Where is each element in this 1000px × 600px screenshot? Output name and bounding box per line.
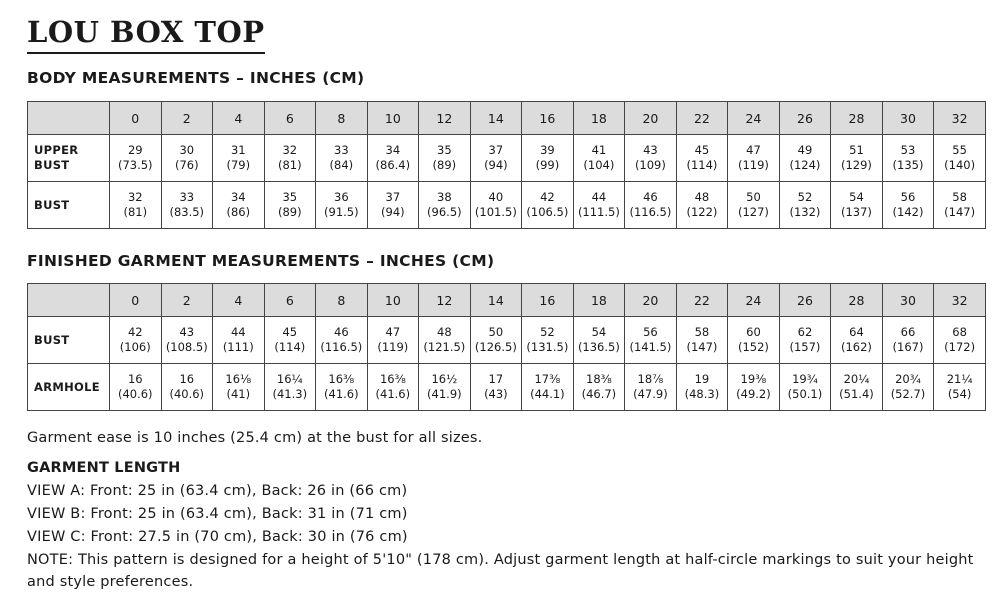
- cm-value: (50.1): [787, 387, 823, 401]
- inches-value: 29: [127, 143, 143, 157]
- cm-value: (41.6): [324, 387, 359, 401]
- inches-value: 41: [591, 143, 607, 157]
- measurement-cell: [470, 182, 522, 229]
- measurement-cell: [934, 135, 986, 182]
- inches-value: 56: [643, 325, 658, 339]
- size-header-cell: 16: [522, 284, 574, 317]
- measurement-cell: [213, 317, 265, 364]
- inches-value: 21¼: [946, 372, 973, 386]
- measurement-row: [28, 182, 986, 229]
- measurement-cell: [676, 182, 728, 229]
- row-label: BUST: [28, 182, 110, 229]
- cm-value: (86): [226, 205, 251, 219]
- measurement-cell: [522, 135, 574, 182]
- size-header-cell: 24: [728, 284, 780, 317]
- cm-value: (142): [892, 205, 924, 219]
- cm-value: (81): [123, 205, 148, 219]
- height-note: NOTE: This pattern is designed for a height of 5'10" (178 cm). Adjust garment length at half-circle markings to suit your height and style preferences.: [27, 552, 974, 590]
- inches-value: 17: [488, 372, 504, 386]
- inches-value: 18⅞: [637, 372, 664, 386]
- size-header-cell: 0: [110, 102, 162, 135]
- size-header-cell: 32: [934, 102, 986, 135]
- measurement-cell: [367, 317, 419, 364]
- inches-value: 19⅜: [740, 372, 767, 386]
- body-measurements-title: BODY MEASUREMENTS – INCHES (CM): [27, 69, 365, 87]
- measurement-cell: [316, 182, 368, 229]
- cm-value: (124): [789, 158, 821, 172]
- cm-value: (114): [686, 158, 718, 172]
- measurement-cell: [934, 364, 986, 411]
- cm-value: (106): [119, 340, 151, 354]
- cm-value: (111.5): [577, 205, 620, 219]
- size-header-cell: 30: [882, 102, 934, 135]
- garment-measurements-table: [27, 283, 986, 411]
- inches-value: 42: [127, 325, 143, 339]
- cm-value: (152): [737, 340, 769, 354]
- measurement-cell: [882, 317, 934, 364]
- inches-value: 68: [952, 325, 967, 339]
- measurement-cell: [831, 182, 883, 229]
- header-corner-cell: [28, 284, 110, 317]
- page-title: LOU BOX TOP: [27, 14, 265, 54]
- measurement-cell: [676, 317, 728, 364]
- measurement-row: [28, 135, 986, 182]
- measurement-cell: [264, 317, 316, 364]
- measurement-cell: [934, 317, 986, 364]
- cm-value: (48.3): [684, 387, 720, 401]
- header-corner-cell: [28, 102, 110, 135]
- view-b-length: VIEW B: Front: 25 in (63.4 cm), Back: 31 in (71 cm): [27, 506, 408, 522]
- size-header-cell: 12: [419, 102, 471, 135]
- inches-value: 39: [540, 143, 555, 157]
- inches-value: 43: [179, 325, 195, 339]
- measurement-cell: [367, 364, 419, 411]
- size-header-cell: 18: [573, 102, 625, 135]
- measurement-cell: [470, 135, 522, 182]
- size-header-cell: 18: [573, 284, 625, 317]
- inches-value: 35: [282, 190, 298, 204]
- measurement-cell: [573, 364, 625, 411]
- cm-value: (109): [634, 158, 666, 172]
- cm-value: (49.2): [736, 387, 771, 401]
- measurement-cell: [882, 182, 934, 229]
- size-header-cell: 20: [625, 102, 677, 135]
- size-header-cell: 12: [419, 284, 471, 317]
- size-header-cell: 14: [470, 102, 522, 135]
- cm-value: (126.5): [474, 340, 517, 354]
- size-header-cell: 26: [779, 102, 831, 135]
- inches-value: 16⅜: [379, 372, 406, 386]
- size-header-cell: 8: [316, 102, 368, 135]
- cm-value: (116.5): [629, 205, 672, 219]
- cm-value: (51.4): [839, 387, 874, 401]
- row-label: BUST: [28, 317, 110, 364]
- size-header-cell: 16: [522, 102, 574, 135]
- cm-value: (119): [377, 340, 409, 354]
- size-header-row: [28, 284, 986, 317]
- inches-value: 44: [230, 325, 246, 339]
- inches-value: 16⅛: [225, 372, 252, 386]
- measurement-cell: [625, 182, 677, 229]
- measurement-cell: [676, 364, 728, 411]
- measurement-cell: [779, 135, 831, 182]
- size-header-cell: 28: [831, 284, 883, 317]
- cm-value: (52.7): [890, 387, 926, 401]
- body-measurements-table: [27, 101, 986, 229]
- inches-value: 47: [746, 143, 761, 157]
- measurement-cell: [213, 182, 265, 229]
- inches-value: 55: [952, 143, 967, 157]
- size-header-cell: 30: [882, 284, 934, 317]
- measurement-cell: [625, 364, 677, 411]
- measurement-cell: [367, 182, 419, 229]
- inches-value: 34: [385, 143, 401, 157]
- cm-value: (94): [484, 158, 508, 172]
- row-label: ARMHOLE: [28, 364, 110, 411]
- measurement-cell: [367, 135, 419, 182]
- measurement-cell: [419, 135, 471, 182]
- inches-value: 16: [127, 372, 143, 386]
- cm-value: (40.6): [169, 387, 205, 401]
- cm-value: (111): [222, 340, 254, 354]
- inches-value: 54: [849, 190, 864, 204]
- size-header-cell: 10: [367, 102, 419, 135]
- inches-value: 58: [952, 190, 967, 204]
- size-header-cell: 22: [676, 284, 728, 317]
- inches-value: 46: [643, 190, 658, 204]
- size-header-cell: 4: [213, 284, 265, 317]
- cm-value: (119): [737, 158, 769, 172]
- cm-value: (108.5): [165, 340, 208, 354]
- cm-value: (89): [432, 158, 457, 172]
- cm-value: (43): [484, 387, 508, 401]
- cm-value: (73.5): [117, 158, 153, 172]
- inches-value: 19¾: [792, 372, 818, 386]
- view-a-length: VIEW A: Front: 25 in (63.4 cm), Back: 26 in (66 cm): [27, 483, 408, 499]
- size-header-cell: 0: [110, 284, 162, 317]
- measurement-row: [28, 364, 986, 411]
- inches-value: 52: [540, 325, 555, 339]
- cm-value: (41.6): [375, 387, 411, 401]
- measurement-cell: [419, 364, 471, 411]
- size-header-cell: 6: [264, 102, 316, 135]
- cm-value: (127): [737, 205, 769, 219]
- inches-value: 33: [334, 143, 349, 157]
- measurement-cell: [831, 135, 883, 182]
- inches-value: 16: [179, 372, 195, 386]
- measurement-cell: [110, 135, 162, 182]
- cm-value: (116.5): [320, 340, 363, 354]
- cm-value: (54): [947, 387, 972, 401]
- inches-value: 37: [488, 143, 504, 157]
- inches-value: 60: [746, 325, 761, 339]
- inches-value: 54: [591, 325, 607, 339]
- inches-value: 64: [849, 325, 864, 339]
- inches-value: 36: [334, 190, 349, 204]
- cm-value: (167): [892, 340, 924, 354]
- measurement-cell: [882, 364, 934, 411]
- inches-value: 52: [797, 190, 813, 204]
- cm-value: (136.5): [577, 340, 620, 354]
- inches-value: 45: [282, 325, 298, 339]
- measurement-cell: [161, 182, 213, 229]
- measurement-cell: [831, 317, 883, 364]
- measurement-cell: [470, 364, 522, 411]
- measurement-cell: [573, 182, 625, 229]
- size-header-cell: 14: [470, 284, 522, 317]
- cm-value: (114): [274, 340, 306, 354]
- measurement-cell: [779, 317, 831, 364]
- measurement-cell: [522, 317, 574, 364]
- cm-value: (79): [226, 158, 251, 172]
- inches-value: 66: [900, 325, 916, 339]
- cm-value: (104): [583, 158, 615, 172]
- measurement-cell: [779, 182, 831, 229]
- measurement-cell: [831, 364, 883, 411]
- measurement-cell: [264, 135, 316, 182]
- inches-value: 62: [797, 325, 813, 339]
- measurement-cell: [779, 364, 831, 411]
- cm-value: (96.5): [427, 205, 462, 219]
- cm-value: (140): [944, 158, 976, 172]
- size-header-cell: 20: [625, 284, 677, 317]
- measurement-cell: [316, 364, 368, 411]
- cm-value: (172): [944, 340, 976, 354]
- inches-value: 48: [437, 325, 452, 339]
- view-c-length: VIEW C: Front: 27.5 in (70 cm), Back: 30 in (76 cm): [27, 529, 408, 545]
- measurement-cell: [110, 364, 162, 411]
- inches-value: 42: [540, 190, 555, 204]
- inches-value: 16¼: [276, 372, 303, 386]
- cm-value: (129): [841, 158, 872, 172]
- inches-value: 31: [230, 143, 246, 157]
- garment-measurements-title: FINISHED GARMENT MEASUREMENTS – INCHES (CM): [27, 252, 495, 270]
- inches-value: 58: [694, 325, 710, 339]
- cm-value: (121.5): [423, 340, 466, 354]
- row-label: UPPER BUST: [28, 135, 110, 182]
- inches-value: 50: [488, 325, 504, 339]
- measurement-cell: [161, 317, 213, 364]
- cm-value: (84): [329, 158, 354, 172]
- measurement-cell: [161, 135, 213, 182]
- cm-value: (131.5): [526, 340, 569, 354]
- cm-value: (89): [278, 205, 302, 219]
- measurement-cell: [213, 135, 265, 182]
- size-header-cell: 28: [831, 102, 883, 135]
- cm-value: (135): [892, 158, 924, 172]
- size-header-cell: 2: [161, 102, 213, 135]
- cm-value: (44.1): [530, 387, 565, 401]
- cm-value: (122): [686, 205, 718, 219]
- cm-value: (137): [841, 205, 872, 219]
- measurement-cell: [264, 364, 316, 411]
- inches-value: 53: [900, 143, 916, 157]
- size-header-cell: 24: [728, 102, 780, 135]
- size-header-cell: 26: [779, 284, 831, 317]
- cm-value: (141.5): [629, 340, 672, 354]
- inches-value: 20¾: [895, 372, 921, 386]
- garment-length-title: GARMENT LENGTH: [27, 460, 181, 476]
- measurement-cell: [625, 317, 677, 364]
- size-header-cell: 22: [676, 102, 728, 135]
- inches-value: 19: [694, 372, 710, 386]
- cm-value: (132): [789, 205, 821, 219]
- measurement-cell: [573, 135, 625, 182]
- cm-value: (162): [841, 340, 872, 354]
- cm-value: (99): [535, 158, 560, 172]
- ease-note: Garment ease is 10 inches (25.4 cm) at the bust for all sizes.: [27, 430, 483, 446]
- inches-value: 43: [643, 143, 658, 157]
- measurement-cell: [316, 317, 368, 364]
- inches-value: 37: [385, 190, 401, 204]
- inches-value: 32: [127, 190, 143, 204]
- measurement-cell: [728, 364, 780, 411]
- cm-value: (81): [278, 158, 302, 172]
- cm-value: (101.5): [474, 205, 517, 219]
- inches-value: 50: [746, 190, 761, 204]
- measurement-cell: [625, 135, 677, 182]
- measurement-cell: [264, 182, 316, 229]
- size-header-cell: 8: [316, 284, 368, 317]
- measurement-cell: [728, 135, 780, 182]
- measurement-cell: [522, 364, 574, 411]
- inches-value: 40: [488, 190, 504, 204]
- measurement-cell: [728, 317, 780, 364]
- inches-value: 17⅜: [534, 372, 561, 386]
- inches-value: 45: [694, 143, 710, 157]
- cm-value: (46.7): [581, 387, 617, 401]
- measurement-cell: [110, 317, 162, 364]
- measurement-row: [28, 317, 986, 364]
- measurement-cell: [573, 317, 625, 364]
- cm-value: (157): [789, 340, 821, 354]
- cm-value: (41.9): [427, 387, 462, 401]
- inches-value: 49: [797, 143, 813, 157]
- cm-value: (40.6): [117, 387, 153, 401]
- measurement-cell: [470, 317, 522, 364]
- size-header-cell: 2: [161, 284, 213, 317]
- size-header-cell: 6: [264, 284, 316, 317]
- size-header-cell: 32: [934, 284, 986, 317]
- inches-value: 16½: [431, 372, 458, 386]
- inches-value: 51: [849, 143, 864, 157]
- inches-value: 34: [230, 190, 246, 204]
- cm-value: (76): [174, 158, 199, 172]
- inches-value: 56: [900, 190, 916, 204]
- size-header-cell: 4: [213, 102, 265, 135]
- inches-value: 18⅜: [586, 372, 612, 386]
- cm-value: (41.3): [272, 387, 308, 401]
- inches-value: 16⅜: [328, 372, 355, 386]
- measurement-cell: [728, 182, 780, 229]
- inches-value: 20¼: [843, 372, 870, 386]
- cm-value: (94): [381, 205, 405, 219]
- measurement-cell: [316, 135, 368, 182]
- cm-value: (41): [226, 387, 251, 401]
- inches-value: 30: [179, 143, 195, 157]
- measurement-cell: [676, 135, 728, 182]
- inches-value: 44: [591, 190, 607, 204]
- measurement-cell: [110, 182, 162, 229]
- cm-value: (47.9): [633, 387, 668, 401]
- inches-value: 46: [334, 325, 349, 339]
- measurement-cell: [882, 135, 934, 182]
- measurement-cell: [934, 182, 986, 229]
- inches-value: 47: [385, 325, 401, 339]
- measurement-cell: [213, 364, 265, 411]
- cm-value: (86.4): [375, 158, 411, 172]
- size-header-cell: 10: [367, 284, 419, 317]
- inches-value: 35: [437, 143, 452, 157]
- cm-value: (91.5): [324, 205, 359, 219]
- inches-value: 48: [694, 190, 710, 204]
- cm-value: (83.5): [169, 205, 205, 219]
- measurement-cell: [522, 182, 574, 229]
- inches-value: 32: [282, 143, 298, 157]
- inches-value: 33: [179, 190, 195, 204]
- measurement-cell: [419, 317, 471, 364]
- cm-value: (147): [944, 205, 976, 219]
- measurement-cell: [161, 364, 213, 411]
- size-header-row: [28, 102, 986, 135]
- inches-value: 38: [437, 190, 452, 204]
- measurement-cell: [419, 182, 471, 229]
- cm-value: (147): [686, 340, 718, 354]
- cm-value: (106.5): [526, 205, 569, 219]
